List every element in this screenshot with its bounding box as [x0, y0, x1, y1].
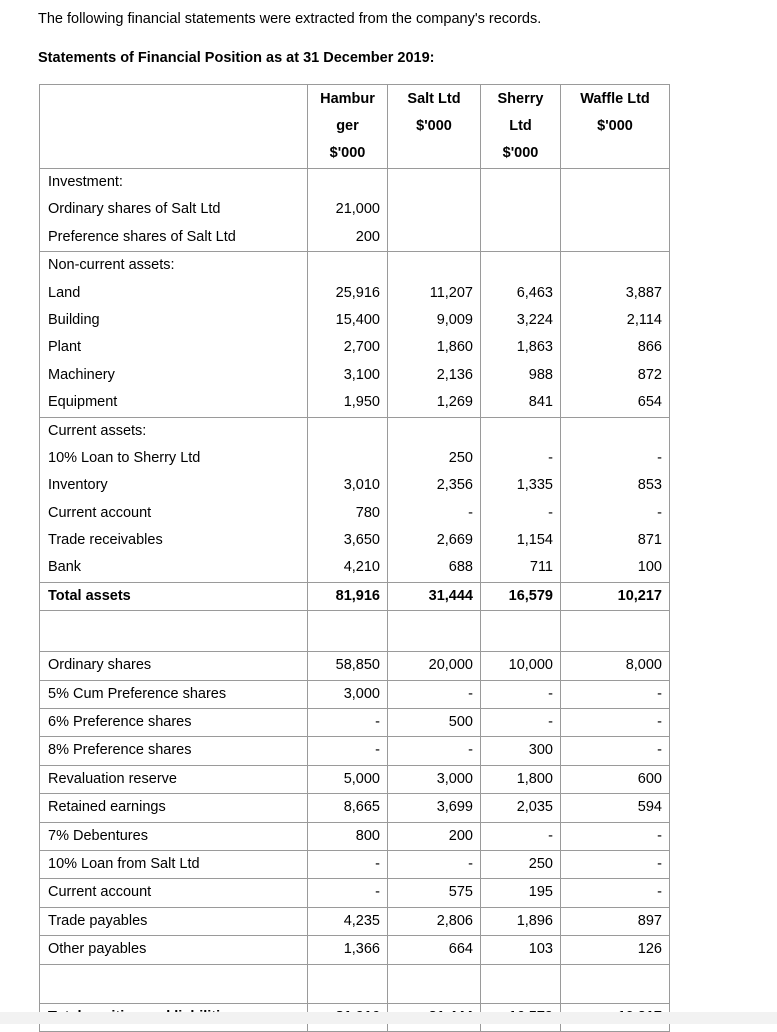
equity-row — [40, 936, 670, 964]
group-values-sherry — [481, 169, 561, 252]
total-assets-hamburger — [308, 582, 388, 610]
equity-label — [40, 737, 308, 765]
cell-value: 8,665 — [343, 799, 380, 816]
equity-value — [481, 822, 561, 850]
cell-value: 2,669 — [436, 532, 473, 549]
cell-value: 200 — [448, 827, 473, 844]
group-values-hamburger — [308, 169, 388, 252]
cell-value: 594 — [637, 799, 662, 816]
cell-value: 3,650 — [343, 532, 380, 549]
equity-value — [388, 680, 481, 708]
cell-value: - — [657, 827, 662, 844]
cell-value: 800 — [355, 827, 380, 844]
cell-value: - — [375, 742, 380, 759]
equity-row — [40, 652, 670, 680]
cell-value — [561, 418, 662, 445]
group-values-hamburger — [308, 252, 388, 417]
cell-value: 3,000 — [436, 770, 473, 787]
row-label: Machinery — [48, 366, 115, 383]
cell-value: 103 — [528, 941, 553, 958]
statement-heading: Statements of Financial Position as at 31 December 2019: — [38, 50, 435, 66]
group-non-current-assets — [40, 252, 670, 417]
equity-value — [388, 794, 481, 822]
cell-value: 1,950 — [343, 394, 380, 411]
equity-row — [40, 850, 670, 878]
equity-value — [481, 765, 561, 793]
col-header-line: $'000 — [597, 118, 633, 134]
equity-row — [40, 709, 670, 737]
equity-value — [481, 737, 561, 765]
cell-value: 2,700 — [343, 339, 380, 356]
group-current-assets — [40, 417, 670, 582]
row-label: Total assets — [48, 587, 131, 604]
cell-value: - — [657, 685, 662, 702]
cell-value: 853 — [637, 477, 662, 494]
group-values-hamburger — [308, 417, 388, 582]
cell-value: 3,010 — [343, 477, 380, 494]
cell-value: 1,366 — [343, 941, 380, 958]
equity-label — [40, 879, 308, 907]
row-label: Investment: — [48, 174, 123, 190]
equity-value — [388, 936, 481, 964]
cell-value — [308, 169, 380, 196]
cell-value: 711 — [529, 559, 553, 576]
equity-value — [561, 680, 670, 708]
cell-value — [308, 418, 380, 445]
cell-value: 250 — [528, 855, 553, 872]
group-labels — [40, 169, 308, 252]
equity-value — [561, 822, 670, 850]
cell-value: - — [468, 742, 473, 759]
equity-row — [40, 765, 670, 793]
cell-value: 81,916 — [335, 587, 380, 604]
equity-value — [561, 765, 670, 793]
row-label: Other payables — [48, 941, 147, 958]
equity-value — [388, 850, 481, 878]
cell-value — [308, 445, 380, 472]
col-header-line: $'000 — [329, 145, 366, 161]
cell-value: 988 — [528, 366, 553, 383]
cell-value: 126 — [637, 941, 662, 958]
cell-value: 8,000 — [625, 657, 662, 674]
equity-value — [308, 709, 388, 737]
col-header-line: $'000 — [502, 145, 539, 161]
row-label: 6% Preference shares — [48, 714, 192, 731]
equity-value — [561, 794, 670, 822]
equity-value — [561, 879, 670, 907]
col-header-line: Ltd — [509, 118, 532, 134]
cell-value: 1,335 — [516, 477, 553, 494]
group-labels — [40, 252, 308, 417]
bottom-bar — [0, 1012, 777, 1024]
cell-value: 1,896 — [516, 912, 553, 929]
cell-value: 31,444 — [428, 587, 473, 604]
row-label: Current account — [48, 884, 152, 901]
cell-value — [481, 252, 553, 279]
equity-label — [40, 822, 308, 850]
row-label: Building — [48, 311, 100, 328]
cell-value: 3,887 — [625, 284, 662, 301]
total-assets-waffle — [561, 582, 670, 610]
cell-value: 866 — [637, 339, 662, 356]
row-label: Trade payables — [48, 912, 148, 929]
group-values-salt — [388, 252, 481, 417]
cell-value: - — [657, 855, 662, 872]
cell-value: - — [657, 714, 662, 731]
cell-value: - — [548, 504, 553, 521]
row-label: Retained earnings — [48, 799, 166, 816]
cell-value: 6,463 — [516, 284, 553, 301]
equity-value — [481, 936, 561, 964]
row-label: Ordinary shares — [48, 657, 152, 674]
equity-value — [388, 907, 481, 935]
cell-value: 11,207 — [429, 284, 473, 301]
col-header-salt — [388, 85, 481, 169]
cell-value: 872 — [637, 366, 662, 383]
cell-value: 300 — [528, 742, 553, 759]
col-header-hamburger — [308, 85, 388, 169]
equity-value — [561, 850, 670, 878]
cell-value: - — [657, 449, 662, 466]
spacer-row — [40, 964, 670, 1003]
row-label: Equipment — [48, 394, 118, 411]
equity-value — [388, 822, 481, 850]
cell-value: 2,114 — [626, 311, 662, 328]
cell-value: 688 — [448, 559, 473, 576]
row-label: 10% Loan to Sherry Ltd — [48, 449, 201, 466]
col-header-waffle — [561, 85, 670, 169]
row-label: Inventory — [48, 477, 108, 494]
group-values-waffle — [561, 417, 670, 582]
equity-value — [388, 765, 481, 793]
row-label: Current account — [48, 504, 152, 521]
cell-value: 3,000 — [343, 685, 380, 702]
cell-value: 2,136 — [436, 366, 473, 383]
cell-value: 3,224 — [516, 311, 553, 328]
group-values-waffle — [561, 169, 670, 252]
group-values-waffle — [561, 252, 670, 417]
cell-value: 780 — [355, 504, 380, 521]
col-header-line: Hambur — [320, 91, 375, 107]
equity-value — [481, 680, 561, 708]
cell-value: 841 — [528, 394, 553, 411]
cell-value: 2,356 — [436, 477, 473, 494]
cell-value: 664 — [448, 941, 473, 958]
cell-value: 1,860 — [436, 339, 473, 356]
cell-value: - — [548, 827, 553, 844]
equity-value — [308, 822, 388, 850]
total-assets-salt — [388, 582, 481, 610]
equity-value — [308, 794, 388, 822]
row-label: 5% Cum Preference shares — [48, 685, 227, 702]
cell-value: 250 — [448, 449, 473, 466]
equity-row — [40, 737, 670, 765]
equity-value — [561, 709, 670, 737]
cell-value: 200 — [355, 228, 380, 245]
cell-value: 15,400 — [335, 311, 380, 328]
spacer-cell — [308, 611, 388, 652]
equity-value — [308, 907, 388, 935]
row-label: 8% Preference shares — [48, 742, 192, 759]
cell-value: - — [657, 504, 662, 521]
equity-value — [561, 907, 670, 935]
equity-value — [308, 936, 388, 964]
col-header-line: $'000 — [416, 118, 452, 134]
row-label: Bank — [48, 559, 82, 576]
spacer-cell — [561, 611, 670, 652]
col-header-line: ger — [336, 118, 359, 134]
cell-value: - — [548, 449, 553, 466]
cell-value: 1,800 — [516, 770, 553, 787]
cell-value — [561, 252, 662, 279]
equity-value — [481, 850, 561, 878]
cell-value: 654 — [637, 394, 662, 411]
row-label: Trade receivables — [48, 532, 163, 549]
cell-value: 195 — [528, 884, 553, 901]
equity-value — [481, 709, 561, 737]
equity-row — [40, 879, 670, 907]
equity-value — [308, 850, 388, 878]
row-label: Revaluation reserve — [48, 770, 177, 787]
group-labels — [40, 417, 308, 582]
equity-value — [388, 737, 481, 765]
cell-value: 58,850 — [335, 657, 380, 674]
group-values-sherry — [481, 417, 561, 582]
cell-value: - — [468, 685, 473, 702]
col-header-sherry — [481, 85, 561, 169]
spacer-cell — [561, 964, 670, 1003]
col-header-line: Salt Ltd — [407, 91, 461, 107]
total-assets-sherry — [481, 582, 561, 610]
cell-value: 871 — [637, 532, 662, 549]
cell-value — [308, 252, 380, 279]
spacer-cell — [308, 964, 388, 1003]
cell-value: - — [375, 884, 380, 901]
group-investment — [40, 169, 670, 252]
equity-value — [308, 737, 388, 765]
cell-value: 600 — [637, 770, 662, 787]
equity-row — [40, 680, 670, 708]
equity-label — [40, 765, 308, 793]
cell-value: 897 — [637, 912, 662, 929]
financial-position-table — [39, 84, 670, 1032]
cell-value: 3,699 — [436, 799, 473, 816]
equity-row — [40, 794, 670, 822]
header-blank — [40, 85, 308, 169]
equity-label — [40, 680, 308, 708]
cell-value: 4,210 — [343, 559, 380, 576]
cell-value — [481, 418, 553, 445]
cell-value: 500 — [448, 714, 473, 731]
cell-value: - — [657, 742, 662, 759]
equity-value — [308, 879, 388, 907]
equity-value — [561, 936, 670, 964]
cell-value: 4,235 — [343, 912, 380, 929]
cell-value: 21,000 — [335, 201, 380, 218]
cell-value: 2,806 — [436, 912, 473, 929]
equity-row — [40, 907, 670, 935]
cell-value: 575 — [448, 884, 473, 901]
cell-value: 9,009 — [436, 311, 473, 328]
spacer-cell — [481, 611, 561, 652]
cell-value: 100 — [637, 559, 662, 576]
cell-value: 10,217 — [617, 587, 662, 604]
spacer-cell — [40, 611, 308, 652]
cell-value: - — [548, 685, 553, 702]
equity-value — [561, 652, 670, 680]
group-values-salt — [388, 417, 481, 582]
equity-value — [481, 879, 561, 907]
cell-value: 1,863 — [516, 339, 553, 356]
equity-label — [40, 794, 308, 822]
cell-value — [388, 418, 473, 445]
equity-value — [388, 879, 481, 907]
row-label: Current assets: — [48, 422, 147, 439]
equity-row — [40, 822, 670, 850]
equity-label — [40, 936, 308, 964]
equity-label — [40, 709, 308, 737]
cell-value: - — [375, 855, 380, 872]
cell-value: 1,269 — [436, 394, 473, 411]
total-assets-label — [40, 582, 308, 610]
equity-value — [308, 765, 388, 793]
spacer-cell — [388, 611, 481, 652]
equity-value — [481, 907, 561, 935]
row-label: 10% Loan from Salt Ltd — [48, 855, 200, 872]
row-label: Plant — [48, 339, 82, 356]
cell-value — [388, 252, 473, 279]
group-values-salt — [388, 169, 481, 252]
cell-value: - — [548, 714, 553, 731]
cell-value: - — [468, 855, 473, 872]
equity-value — [561, 737, 670, 765]
cell-value: 3,100 — [343, 366, 380, 383]
row-label: Land — [48, 284, 81, 301]
equity-value — [308, 680, 388, 708]
intro-text: The following financial statements were extracted from the company's records. — [38, 11, 542, 27]
cell-value: 10,000 — [508, 657, 553, 674]
header-row — [40, 85, 670, 169]
spacer-cell — [481, 964, 561, 1003]
spacer-cell — [388, 964, 481, 1003]
cell-value: 1,154 — [516, 532, 553, 549]
cell-value: 2,035 — [516, 799, 553, 816]
equity-label — [40, 652, 308, 680]
row-label: Non-current assets: — [48, 257, 175, 274]
equity-value — [481, 652, 561, 680]
row-label: Preference shares of Salt Ltd — [48, 228, 236, 245]
spacer-cell — [40, 964, 308, 1003]
col-header-line: Sherry — [497, 91, 544, 107]
equity-label — [40, 850, 308, 878]
group-values-sherry — [481, 252, 561, 417]
col-header-line: Waffle Ltd — [580, 91, 650, 107]
total-assets-row — [40, 582, 670, 610]
cell-value: - — [657, 884, 662, 901]
cell-value: 25,916 — [335, 284, 380, 301]
cell-value: 20,000 — [428, 657, 473, 674]
cell-value: 16,579 — [508, 587, 553, 604]
spacer-row — [40, 611, 670, 652]
cell-value: - — [375, 714, 380, 731]
equity-label — [40, 907, 308, 935]
equity-value — [481, 794, 561, 822]
equity-value — [388, 652, 481, 680]
cell-value: 5,000 — [343, 770, 380, 787]
equity-value — [308, 652, 388, 680]
row-label: 7% Debentures — [48, 827, 148, 844]
cell-value: - — [468, 504, 473, 521]
equity-value — [388, 709, 481, 737]
row-label: Ordinary shares of Salt Ltd — [48, 201, 221, 218]
